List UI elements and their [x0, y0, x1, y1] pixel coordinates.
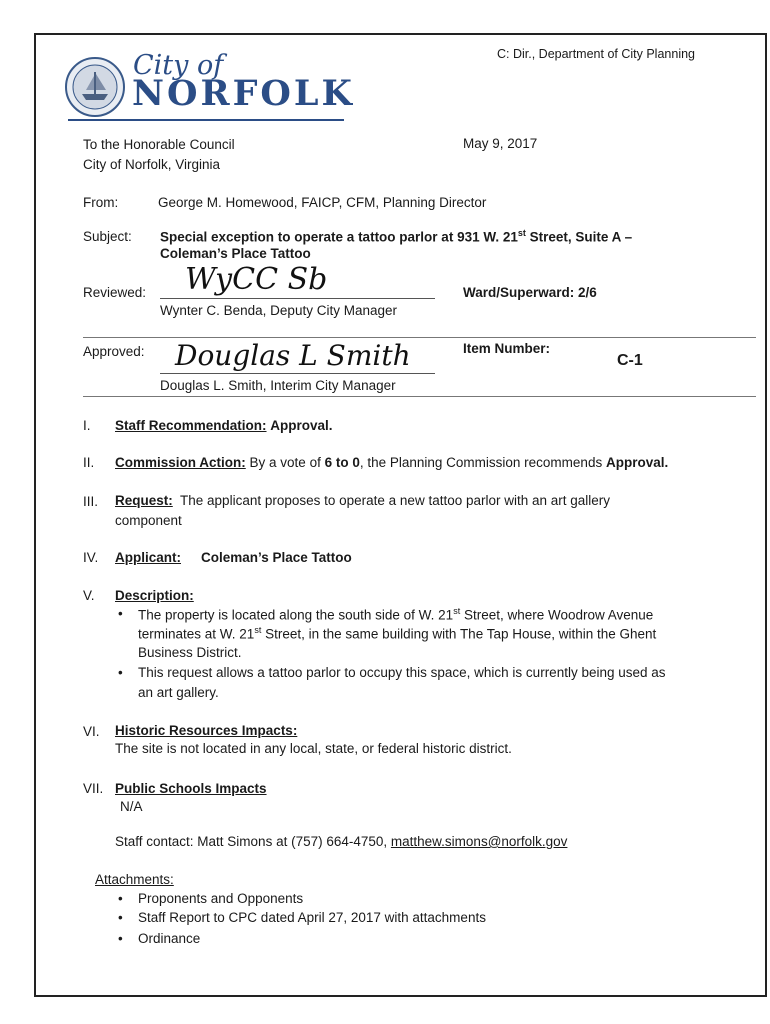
section-7-label: Public Schools Impacts — [115, 781, 267, 796]
section-6-number: VI. — [83, 724, 100, 739]
section-4-number: IV. — [83, 550, 99, 565]
section-7-number: VII. — [83, 781, 104, 796]
reviewed-label: Reviewed: — [83, 285, 147, 300]
section-3-number: III. — [83, 494, 99, 509]
bullet-icon: • — [118, 606, 123, 621]
attachment-item: Proponents and Opponents — [138, 891, 304, 906]
bullet-icon: • — [118, 665, 123, 680]
city-seal-icon — [64, 56, 126, 118]
cc-line: C: Dir., Department of City Planning — [497, 47, 695, 61]
divider-1 — [83, 337, 756, 338]
section-1-number: I. — [83, 418, 91, 433]
logo-city-text: City of — [133, 50, 224, 81]
ward-label: Ward/Superward: 2/6 — [463, 285, 597, 300]
section-2: Commission Action: By a vote of 6 to 0, the Planning Commission recommends Approval. — [115, 455, 669, 470]
addressee-line2: City of Norfolk, Virginia — [83, 157, 221, 172]
section-5-bullet-2-line2: an art gallery. — [138, 685, 219, 700]
section-6-label: Historic Resources Impacts: — [115, 723, 298, 738]
attachment-item: Ordinance — [138, 931, 201, 946]
from-value: George M. Homewood, FAICP, CFM, Planning Director — [158, 195, 487, 210]
approved-label: Approved: — [83, 344, 145, 359]
bullet-icon: • — [118, 931, 123, 946]
section-5-bullet-1-line2: terminates at W. 21st Street, in the same building with The Tap House, within the Ghent — [138, 625, 657, 642]
attachments-title: Attachments: — [95, 872, 174, 887]
contact-email-link[interactable]: matthew.simons@norfolk.gov — [390, 834, 568, 849]
from-label: From: — [83, 195, 119, 210]
item-number-label: Item Number: — [463, 341, 551, 356]
attachment-item: Staff Report to CPC dated April 27, 2017 with attachments — [138, 910, 486, 925]
logo-norfolk-text: NORFOLK — [132, 73, 355, 114]
subject-line1: Special exception to operate a tattoo parlor at 931 W. 21st Street, Suite A – — [160, 228, 633, 245]
section-4-value: Coleman’s Place Tattoo — [201, 550, 352, 565]
approved-name: Douglas L. Smith, Interim City Manager — [160, 378, 396, 393]
reviewed-line — [160, 298, 435, 299]
section-5-bullet-1-line3: Business District. — [138, 645, 242, 660]
section-2-number: II. — [83, 455, 95, 470]
addressee-line1: To the Honorable Council — [83, 137, 235, 152]
logo-rule — [68, 119, 344, 121]
reviewed-name: Wynter C. Benda, Deputy City Manager — [160, 303, 397, 318]
staff-contact: Staff contact: Matt Simons at (757) 664-4750, matthew.simons@norfolk.gov — [115, 834, 568, 849]
subject-label: Subject: — [83, 229, 132, 244]
section-1: Staff Recommendation: Approval. — [115, 418, 333, 433]
subject-line2: Coleman’s Place Tattoo — [160, 246, 311, 261]
memo-date: May 9, 2017 — [463, 136, 538, 151]
section-3-line2: component — [115, 513, 182, 528]
section-6-text: The site is not located in any local, state, or federal historic district. — [115, 741, 512, 756]
section-5-bullet-1-line1: The property is located along the south side of W. 21st Street, where Woodrow Avenue — [138, 606, 654, 623]
section-5-label: Description: — [115, 588, 194, 603]
reviewed-signature: WyCC Sb — [185, 262, 328, 297]
divider-2 — [83, 396, 756, 397]
approved-signature: Douglas L Smith — [175, 339, 411, 372]
bullet-icon: • — [118, 891, 123, 906]
section-7-text: N/A — [120, 799, 143, 814]
bullet-icon: • — [118, 910, 123, 925]
item-number-value: C-1 — [617, 352, 643, 369]
section-3-line1: Request: The applicant proposes to operate a new tattoo parlor with an art gallery — [115, 493, 611, 508]
approved-line — [160, 373, 435, 374]
section-5-bullet-2-line1: This request allows a tattoo parlor to occupy this space, which is currently being used as — [138, 665, 666, 680]
section-4-label: Applicant: — [115, 550, 181, 565]
section-5-number: V. — [83, 588, 95, 603]
